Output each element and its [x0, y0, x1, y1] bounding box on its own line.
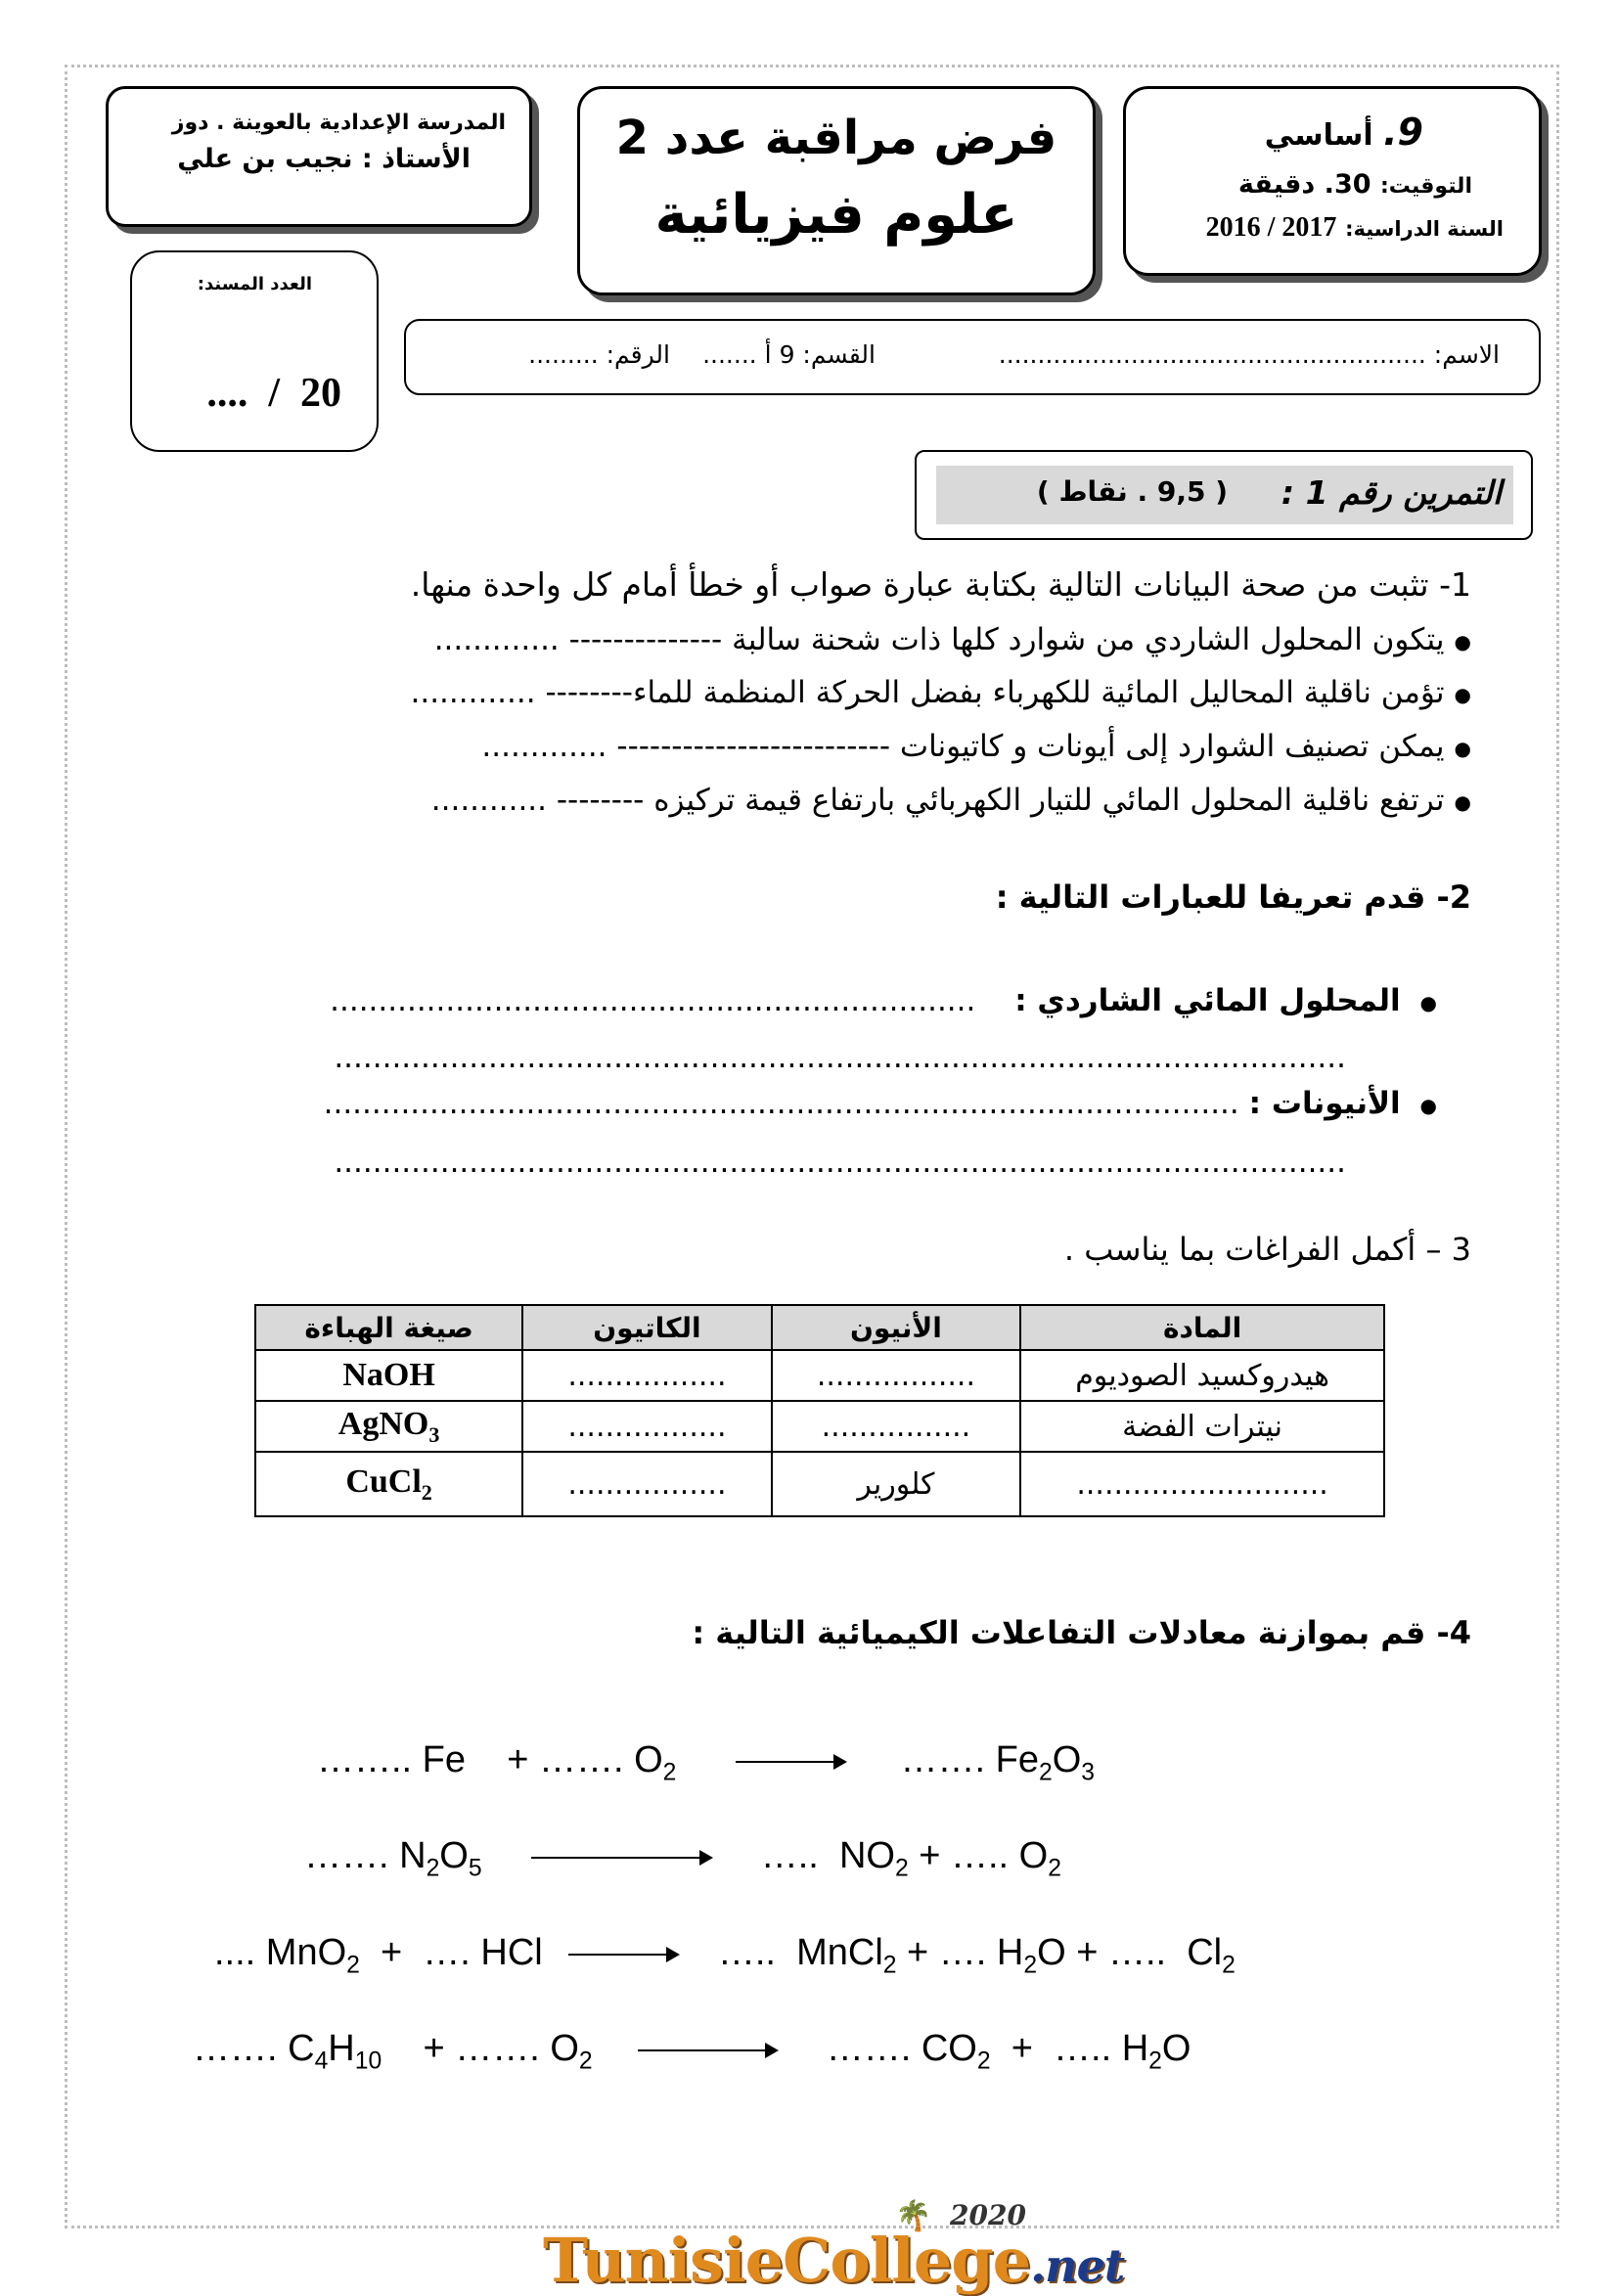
equation-1: …….. Fe + ……. $O_2$ ……. $Fe_2O_3$ [317, 1739, 1096, 1786]
q2-term1-row [330, 983, 1437, 1018]
equation-2: ……. $N_2O_5$ ….. $NO_2$ + ….. $O_2$ [304, 1835, 1061, 1882]
q2-term2-answer[interactable]: ............................................................................................... [323, 1086, 1239, 1121]
school-year [1206, 212, 1504, 244]
cell-formula: CuCl$_2$ [255, 1452, 522, 1516]
year-value: 2017 / 2016 [1205, 212, 1337, 243]
exercise-title-box [915, 450, 1533, 540]
duration [1238, 169, 1472, 200]
cell-cation[interactable]: ................. [522, 1401, 772, 1452]
q2-answer-line-2[interactable]: ......................................................................................................... [334, 1145, 1346, 1180]
ions-table [254, 1304, 1385, 1517]
exercise-points: ( 9,5 . نقاط ) [1036, 475, 1228, 508]
q1-item-1: ● يتكون المحلول الشاردي من شوارد كلها ذات شحنة سالبة -------------- ............. [434, 622, 1471, 657]
cell-anion: كلورير [772, 1452, 1021, 1516]
grade-score: 20 / .... [206, 371, 341, 416]
table-row [255, 1401, 1384, 1452]
table-header-row [255, 1305, 1384, 1350]
student-number-field[interactable]: الرقم: ......... [528, 340, 670, 369]
q2-term1: المحلول المائي الشاردي : [1014, 983, 1401, 1018]
q3-heading: 3 – أكمل الفراغات بما يناسب . [1063, 1231, 1471, 1268]
col-formula: صيغة الهباءة [255, 1305, 522, 1350]
grade-box [130, 250, 379, 452]
q1-item-2: ● تؤمن ناقلية المحاليل المائية للكهرباء بفضل الحركة المنظمة للماء-------- ............. [411, 675, 1472, 710]
q1-item-4: ● ترتفع ناقلية المحلول المائي للتيار الكهربائي بارتفاع قيمة تركيزه -------- ............ [431, 783, 1471, 818]
cell-formula: AgNO$_3$ [255, 1401, 522, 1452]
equation-4: ……. $C_4H_{10}$ + ……. $O_2$ ……. $CO_2$ + ….. $H_2O$ [193, 2028, 1191, 2075]
level [1265, 111, 1423, 154]
q2-heading: 2- قدم تعريفا للعبارات التالية : [995, 878, 1471, 916]
year-label: السنة الدراسية: [1345, 217, 1504, 241]
teacher-name: الأستاذ : نجيب بن علي [177, 144, 471, 174]
exam-subject: علوم فيزيائية [654, 183, 1018, 247]
q1-item-3: ● يمكن تصنيف الشوارد إلى أيونات و كاتيونات ------------------------- ............. [481, 729, 1471, 764]
exam-title-box [577, 86, 1096, 295]
q2-term2: الأنيونات : [1248, 1086, 1401, 1121]
q4-heading: 4- قم بموازنة معادلات التفاعلات الكيميائية التالية : [692, 1614, 1471, 1651]
q2-answer-line-1[interactable]: ......................................................................................................... [334, 1040, 1346, 1075]
cell-cation[interactable]: ................. [522, 1452, 772, 1516]
level-text: أساسي [1264, 118, 1373, 153]
school-info-box [106, 86, 532, 227]
site-logo [543, 2199, 1125, 2296]
duration-value: 30. دقيقة [1237, 169, 1371, 200]
student-class-field[interactable]: القسم: 9 أ ....... [702, 340, 876, 369]
logo-year: 2020 [950, 2199, 1026, 2231]
exercise-title: التمرين رقم 1 : [1281, 473, 1502, 512]
q1-heading: 1- تثبت من صحة البيانات التالية بكتابة عبارة صواب أو خطأ أمام كل واحدة منها. [410, 565, 1471, 604]
duration-label: التوقيت: [1379, 174, 1472, 199]
col-cation: الكاتيون [522, 1305, 772, 1350]
q2-term1-answer[interactable]: ................................................................... [330, 983, 976, 1018]
palm-icon: 🌴 [895, 2199, 932, 2233]
grade-label: العدد المسند: [197, 274, 312, 294]
col-anion: الأنيون [772, 1305, 1021, 1350]
cell-cation[interactable]: ................. [522, 1350, 772, 1401]
col-substance: المادة [1020, 1305, 1384, 1350]
exam-title: فرض مراقبة عدد 2 [615, 111, 1057, 165]
cell-substance: هيدروكسيد الصوديوم [1020, 1350, 1384, 1401]
cell-substance[interactable]: ........................... [1020, 1452, 1384, 1516]
cell-substance: نيترات الفضة [1020, 1401, 1384, 1452]
q2-term2-row [324, 1086, 1437, 1121]
table-row [255, 1350, 1384, 1401]
level-num: 9. [1383, 111, 1423, 154]
cell-anion[interactable]: ................. [772, 1350, 1021, 1401]
school-name: المدرسة الإعدادية بالعوينة . دوز [171, 111, 506, 135]
cell-anion[interactable]: ................ [772, 1401, 1021, 1452]
equation-3: .... MnO$_2$ + …. HCl ….. MnCl$_2$ + …. $H_2O$ + ….. $Cl_2$ [214, 1932, 1236, 1979]
cell-formula: NaOH [255, 1350, 522, 1401]
table-row [255, 1452, 1384, 1516]
logo-text: TunisieCollege.net [543, 2225, 1125, 2296]
student-name-field[interactable]: الاسم: ....................................................... [998, 340, 1500, 369]
exam-meta-box [1123, 86, 1542, 276]
student-info-box [404, 319, 1541, 395]
